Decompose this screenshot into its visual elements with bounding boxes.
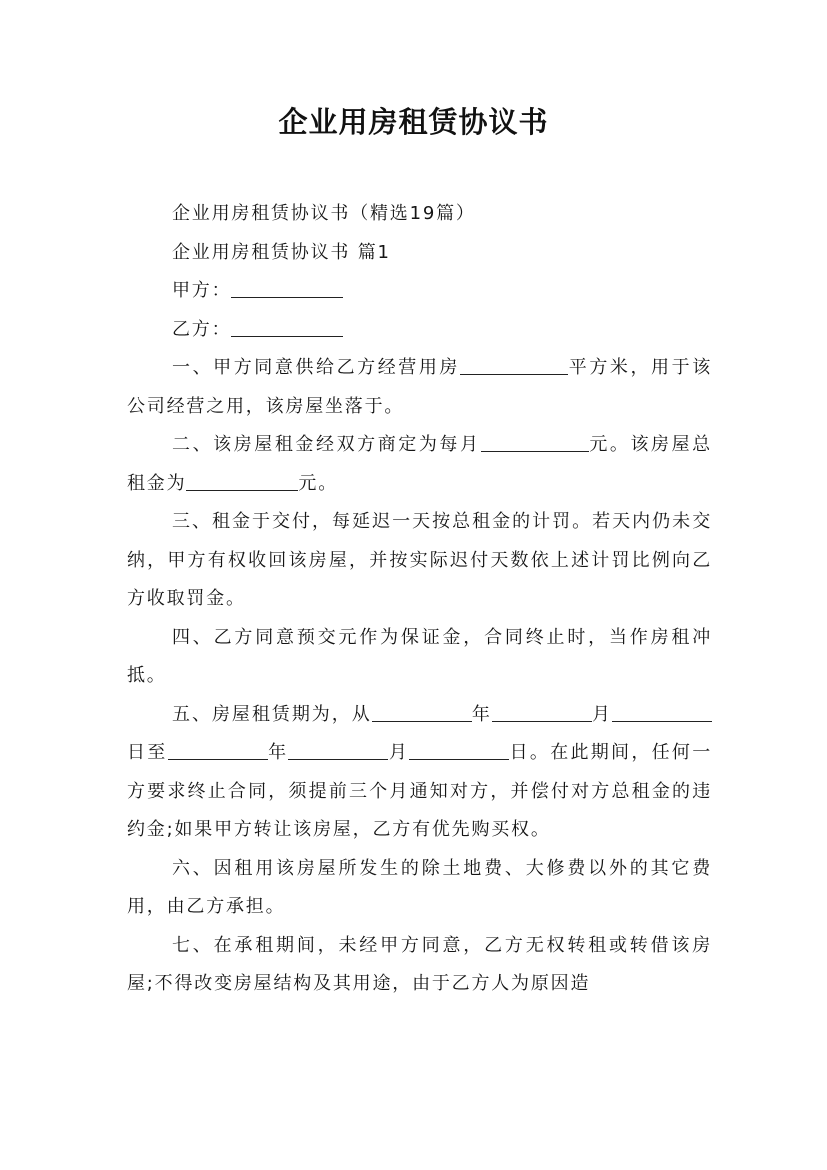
clause-5-year-2: 年 (267, 742, 289, 763)
start-year-blank (372, 703, 472, 722)
clause-7: 七、在承租期间，未经甲方同意，乙方无权转租或转借该房屋;不得改变房屋结构及其用途，由于乙方人为原因造 (127, 934, 712, 994)
clause-1-text-b: 平方米，用于该公司经营之用，该房屋坐落于。 (127, 357, 712, 417)
monthly-rent-blank (481, 433, 589, 452)
intro-paragraph: 企业用房租赁协议书（精选19篇） (172, 203, 476, 224)
clause-5-text-b: 在此期间，任何一方要求终止合同，须提前三个月通知对方，并偿付对方总租金的违约金;如果甲方转让该房屋，乙方有优先购买权。 (127, 742, 712, 840)
end-year-blank (168, 741, 268, 760)
clause-2-text-a: 二、该房屋租金经双方商定为每月 (172, 434, 481, 455)
area-blank (460, 356, 568, 375)
clause-1 (127, 349, 712, 426)
clause-5-day-2: 日。 (509, 742, 551, 763)
total-rent-blank (186, 472, 298, 491)
party-b-line (127, 311, 712, 350)
clause-5-text-a: 五、房屋租赁期为，从 (172, 703, 372, 725)
party-a-blank (231, 279, 343, 298)
clause-6: 六、因租用该房屋所发生的除土地费、大修费以外的其它费用，由乙方承担。 (127, 857, 712, 917)
start-month-blank (492, 703, 592, 722)
end-month-blank (288, 741, 388, 760)
clause-3: 三、租金于交付，每延迟一天按总租金的计罚。若天内仍未交纳，甲方有权收回该房屋，并按实际迟付天数依上述计罚比例向乙方收取罚金。 (127, 511, 712, 609)
clause-5-month-2: 月 (388, 742, 410, 763)
clause-2 (127, 426, 712, 503)
party-a-line (127, 272, 712, 311)
clause-5-month-1: 月 (591, 703, 612, 725)
clause-2-text-b: 元。该房屋总租金为 (127, 434, 712, 494)
clause-5-day-1: 日至 (127, 742, 168, 763)
party-a-label: 甲方： (172, 280, 232, 301)
party-b-label: 乙方： (172, 318, 232, 340)
clause-2-text-c: 元。 (298, 472, 339, 494)
party-b-blank (231, 318, 343, 337)
clause-5 (127, 696, 712, 850)
document-body (127, 195, 712, 1004)
section-heading: 企业用房租赁协议书 篇1 (172, 241, 391, 263)
clause-1-text-a: 一、甲方同意供给乙方经营用房 (172, 357, 460, 378)
document-title: 企业用房租赁协议书 (278, 105, 549, 139)
start-day-blank (612, 703, 712, 722)
clause-4: 四、乙方同意预交元作为保证金，合同终止时，当作房租冲抵。 (127, 626, 712, 686)
end-day-blank (409, 741, 509, 760)
clause-5-year-1: 年 (471, 703, 492, 725)
